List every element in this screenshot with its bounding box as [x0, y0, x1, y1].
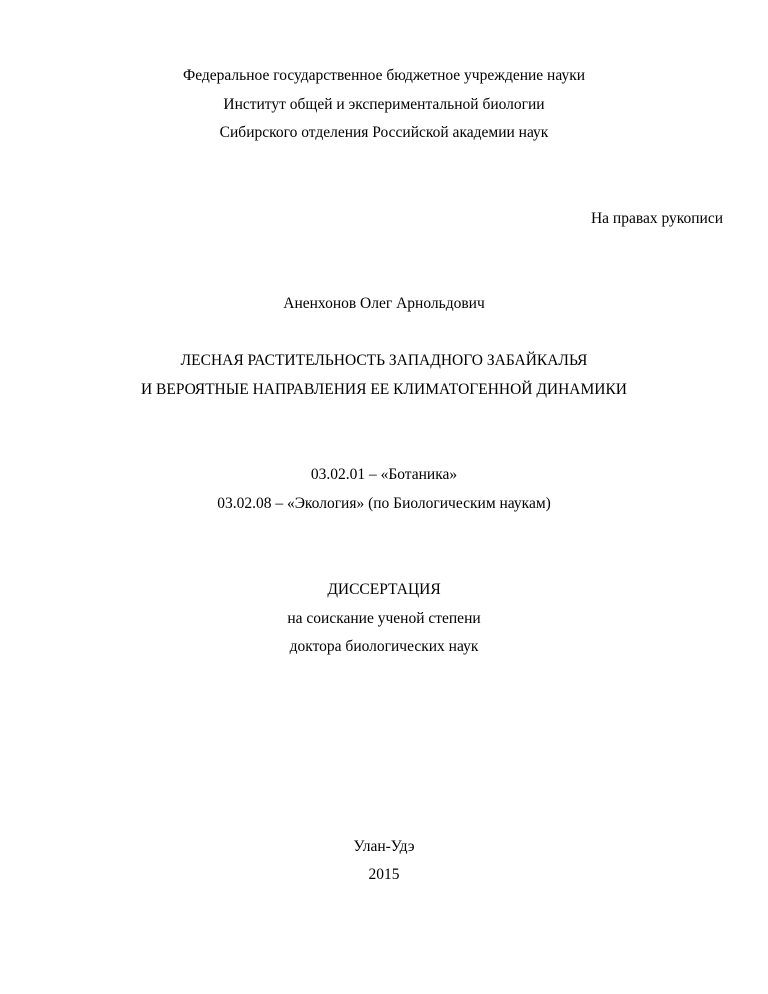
year: 2015: [368, 866, 400, 883]
author-name: Аненхонов Олег Арнольдович: [283, 295, 485, 312]
title-line-1: ЛЕСНАЯ РАСТИТЕЛЬНОСТЬ ЗАПАДНОГО ЗАБАЙКАЛЬЯ: [180, 352, 588, 369]
document-type-line-2: доктора биологических наук: [289, 638, 479, 655]
institution-line-2: Институт общей и экспериментальной биологии: [223, 96, 545, 113]
institution-line-3: Сибирского отделения Российской академии наук: [219, 124, 549, 141]
place: Улан-Удэ: [353, 838, 415, 855]
rights-note: На правах рукописи: [590, 210, 723, 227]
specialty-line-2: 03.02.08 – «Экология» (по Биологическим наукам): [217, 495, 551, 512]
document-type-line-1: на соискание ученой степени: [287, 610, 481, 627]
document-type-heading: ДИССЕРТАЦИЯ: [327, 581, 441, 598]
specialty-line-1: 03.02.01 – «Ботаника»: [310, 466, 458, 483]
title-line-2: И ВЕРОЯТНЫЕ НАПРАВЛЕНИЯ ЕЕ КЛИМАТОГЕННОЙ ДИНАМИКИ: [140, 381, 628, 398]
institution-line-1: Федеральное государственное бюджетное учреждение науки: [182, 67, 586, 84]
